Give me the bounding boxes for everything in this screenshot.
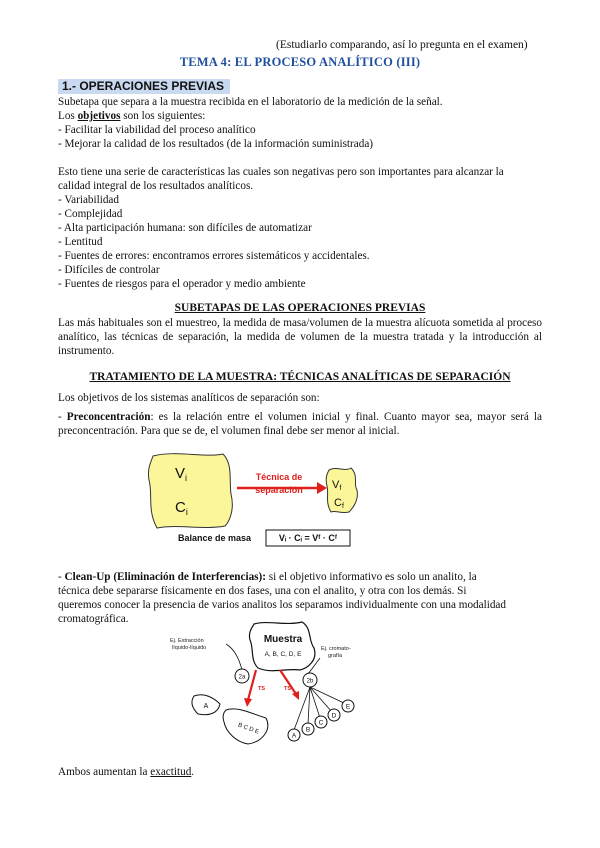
- tratamiento-heading: TRATAMIENTO DE LA MUESTRA: TÉCNICAS ANALÍTICAS DE SEPARACIÓN: [89, 371, 511, 383]
- page-title: TEMA 4: EL PROCESO ANALÍTICO (III): [179, 55, 421, 69]
- characteristic-item: - Difíciles de controlar: [58, 264, 160, 276]
- cleanup-text-1: si el objetivo informativo es solo un analito, la: [266, 571, 477, 583]
- cleanup-diagram: [168, 618, 378, 748]
- left-note-1: Ej. Extracción: [170, 638, 204, 644]
- cleanup-line-3: queremos conocer la presencia de varios analitos los separamos individualmente con una modalidad: [58, 599, 506, 611]
- muestra-list: A, B, C, D, E: [264, 651, 302, 658]
- characteristic-item: - Fuentes de errores: encontramos errores sistemáticos y accidentales.: [58, 250, 370, 262]
- section-heading-operaciones-previas: 1.- OPERACIONES PREVIAS: [58, 79, 230, 94]
- node-2a-label: 2a: [238, 674, 246, 681]
- analyte-e-label: E: [345, 703, 351, 711]
- cleanup-line-4: cromatográfica.: [58, 613, 129, 625]
- closing-prefix: Ambos aumentan la: [58, 766, 151, 778]
- right-note-2: grafía: [328, 653, 343, 659]
- left-ts-arrowhead: [244, 698, 252, 707]
- characteristic-item: - Lentitud: [58, 236, 103, 248]
- analyte-a-label: A: [291, 732, 297, 740]
- characteristic-item: - Fuentes de riesgos para el operador y medio ambiente: [58, 278, 306, 290]
- arrow-label-1: Técnica de: [255, 472, 303, 482]
- analyte-c-label: C: [318, 719, 324, 727]
- characteristic-item: - Alta participación humana: son difíciles de automatizar: [58, 222, 312, 234]
- characteristics-intro: calidad integral de los resultados analíticos.: [58, 180, 254, 192]
- arrow-label-2: separación: [255, 485, 303, 495]
- preconc-label: Preconcentración: [66, 411, 151, 423]
- objectives-suffix: son los siguientes:: [120, 110, 206, 122]
- intro-paragraph: Subetapa que separa a la muestra recibida en el laboratorio de la medición de la señal.: [58, 96, 443, 108]
- subetapas-paragraph: Las más habituales son el muestreo, la medida de masa/volumen de la muestra alícuota sometida al proceso analítico, las técnicas de separación, la medida de volumen de la muestra tratada y la introducción al instrumento.: [58, 317, 542, 357]
- closing-word: exactitud: [150, 766, 192, 778]
- header-note: (Estudiarlo comparando, así lo pregunta en el examen): [276, 39, 528, 51]
- cleanup-label: Clean-Up (Eliminación de Interferencias):: [64, 571, 266, 583]
- characteristic-item: - Complejidad: [58, 208, 123, 220]
- preconc-prefix: -: [58, 411, 67, 423]
- cf-label: Cf: [334, 497, 344, 510]
- branch-d: [310, 687, 332, 712]
- preconcentration-diagram: [145, 450, 365, 554]
- right-note-1: Ej. cromato-: [321, 646, 351, 652]
- subetapas-heading: SUBETAPAS DE LAS OPERACIONES PREVIAS: [174, 302, 426, 314]
- separation-arrowhead: [317, 482, 327, 494]
- right-ts-label: TS: [284, 686, 292, 692]
- initial-sample-blob: [148, 454, 232, 528]
- left-note-2: líquido-líquido: [172, 645, 207, 651]
- muestra-blob: [249, 622, 314, 671]
- preconcentracion-paragraph: [58, 410, 542, 438]
- left-ts-label: TS: [258, 686, 266, 692]
- closing-suffix: .: [191, 766, 195, 778]
- balance-formula: Vᵢ · Cᵢ = Vᶠ · Cᶠ: [278, 533, 338, 543]
- objectives-prefix: Los: [58, 110, 78, 122]
- analyte-b-label: B: [305, 726, 311, 734]
- branch-e: [310, 687, 346, 704]
- objective-item: - Mejorar la calidad de los resultados (de la información suministrada): [58, 138, 374, 150]
- ci-label: $C_i$: [175, 499, 188, 517]
- node-2b-label: 2b: [306, 678, 314, 685]
- preconc-text: : es la relación entre el volumen inicial y final. Cuanto mayor sea, mayor será la preconcentración. Para que se de, el volumen final debe ser menor al inicial.: [58, 411, 542, 437]
- cleanup-prefix: -: [58, 571, 65, 583]
- objectives-line: [58, 109, 205, 123]
- vi-label: $V_i$: [175, 465, 188, 483]
- branch-c: [310, 687, 320, 718]
- balance-label: Balance de masa: [178, 533, 252, 543]
- cleanup-line-1: [58, 570, 477, 584]
- left-blob-a-label: A: [203, 703, 209, 710]
- muestra-label: Muestra: [263, 634, 303, 645]
- closing-line: [58, 765, 194, 779]
- characteristic-item: - Variabilidad: [58, 194, 119, 206]
- analyte-d-label: D: [331, 712, 337, 720]
- objective-item: - Facilitar la viabilidad del proceso analítico: [58, 124, 256, 136]
- cleanup-line-2: técnica debe separarse físicamente en dos fases, una con el analito, y otra con los demás. Si: [58, 585, 467, 597]
- separation-objectives-line: Los objetivos de los sistemas analíticos de separación son:: [58, 392, 320, 404]
- left-blob-rest-label: B C D E: [237, 722, 260, 736]
- left-note-pointer: [226, 644, 242, 670]
- characteristics-intro: Esto tiene una serie de características las cuales son negativas pero son importantes para alcanzar la: [58, 166, 504, 178]
- objectives-word: objetivos: [77, 110, 121, 122]
- vf-label: Vf: [332, 479, 342, 492]
